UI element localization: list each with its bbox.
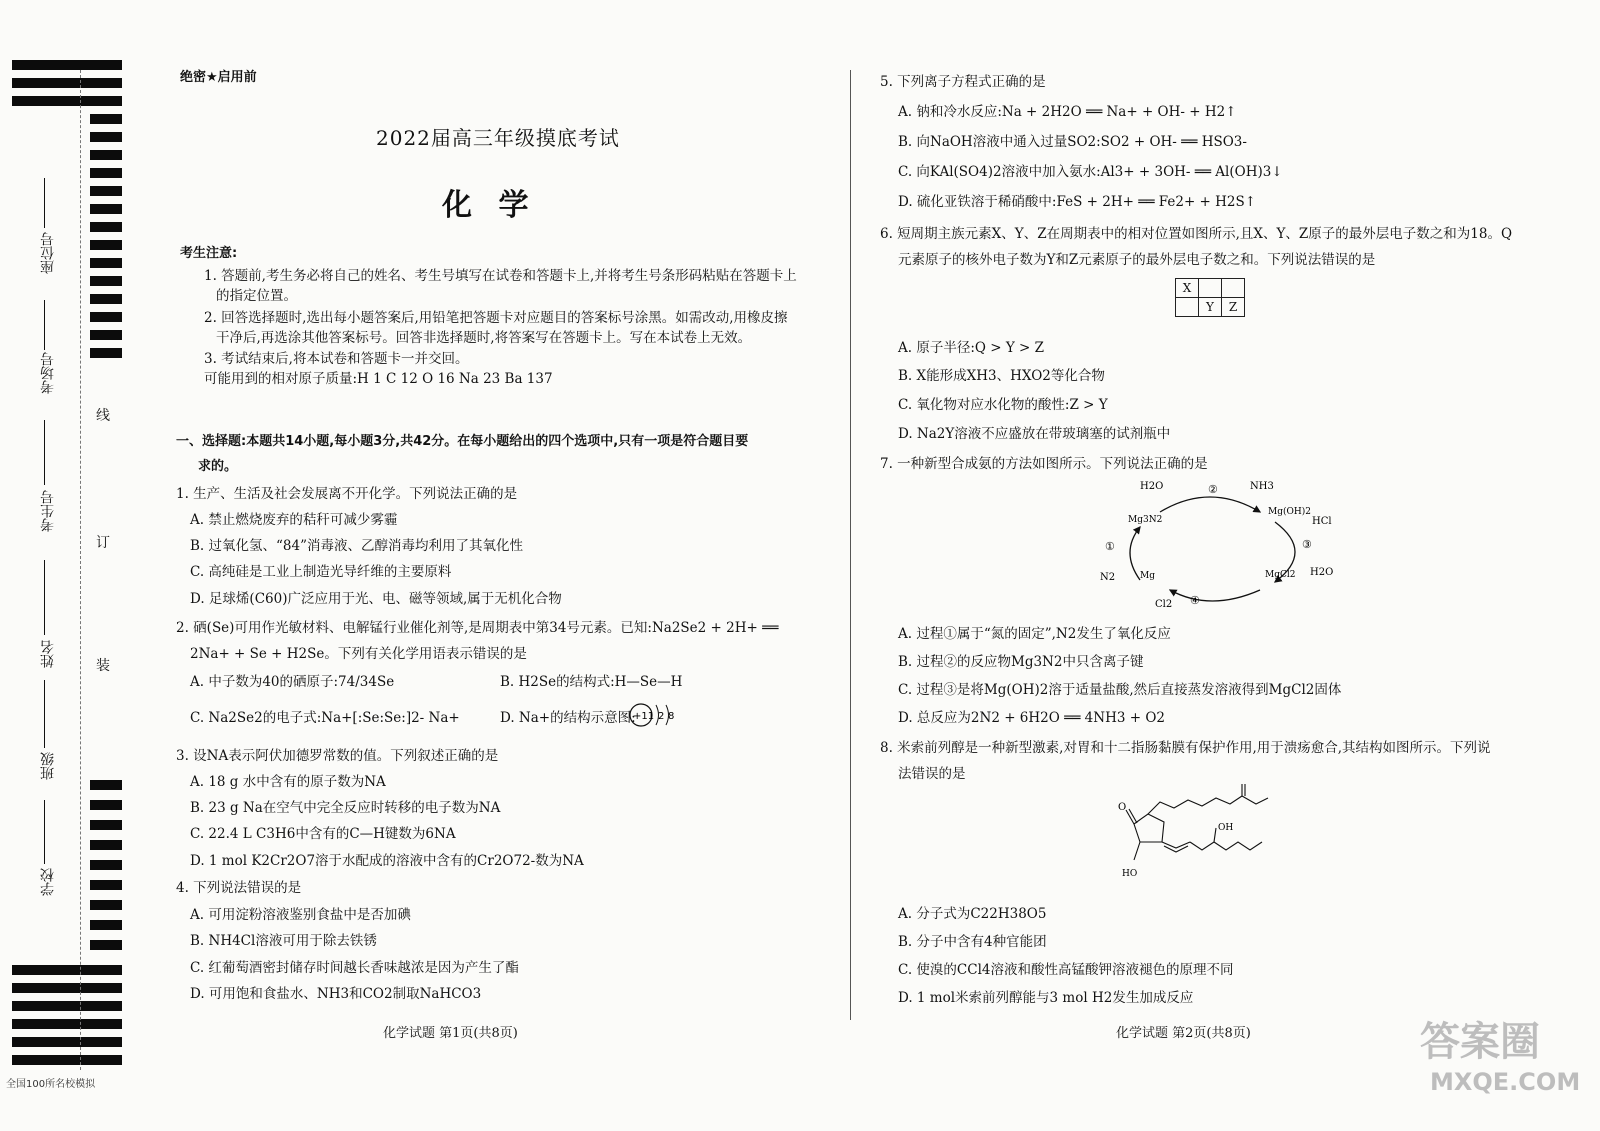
strip-bar bbox=[90, 222, 122, 232]
secret-label: 绝密★启用前 bbox=[180, 70, 257, 85]
q1-stem: 1. 生产、生活及社会发展离不开化学。下列说法正确的是 bbox=[176, 486, 518, 502]
strip-bar bbox=[90, 258, 122, 268]
binding-mark-line: 线 bbox=[96, 408, 110, 424]
q2-stem-line2: 2Na+ + Se + H2Se。下列有关化学用语表示错误的是 bbox=[190, 646, 527, 662]
q2-option-a: A. 中子数为40的硒原子:74/34Se bbox=[190, 674, 395, 690]
ketone-o-label: O bbox=[1118, 802, 1127, 813]
q7-option-d: D. 总反应为2N2 + 6H2O ══ 4NH3 + O2 bbox=[898, 710, 1165, 726]
strip-bar bbox=[12, 983, 122, 993]
page2-footer: 化学试题 第2页(共8页) bbox=[1116, 1026, 1251, 1041]
q8-stem-line2: 法错误的是 bbox=[898, 766, 966, 782]
q7-stem: 7. 一种新型合成氨的方法如图所示。下列说法正确的是 bbox=[880, 456, 1208, 472]
q5-option-d: D. 硫化亚铁溶于稀硝酸中:FeS + 2H+ ══ Fe2+ + H2S↑ bbox=[898, 194, 1257, 210]
binding-mark-order: 订 bbox=[96, 535, 110, 551]
student-number-field[interactable] bbox=[44, 420, 45, 485]
svg-text:2: 2 bbox=[658, 711, 665, 722]
q2-stem-line1: 2. 硒(Se)可用作光敏材料、电解锰行业催化剂等,是周期表中第34号元素。已知:Na2Se2 + 2H+ ══ bbox=[176, 620, 779, 636]
section-heading-cont: 求的。 bbox=[198, 459, 238, 474]
exam-room-field[interactable] bbox=[44, 300, 45, 350]
hydroxyl-label: OH bbox=[1218, 823, 1234, 833]
q6-stem-line1: 6. 短周期主族元素X、Y、Z在周期表中的相对位置如图所示,且X、Y、Z原子的最外层电子数之和为18。Q bbox=[880, 226, 1513, 242]
grid-cell-z: Z bbox=[1222, 298, 1245, 317]
svg-text:8: 8 bbox=[668, 711, 675, 722]
binding-mark-bind: 装 bbox=[96, 658, 110, 674]
school-label: 学校 bbox=[40, 868, 56, 896]
note-line: 2. 回答选择题时,选出每小题答案后,用铅笔把答题卡对应题目的答案标号涂黑。如需改动,用橡皮擦 bbox=[204, 310, 788, 326]
strip-bar bbox=[90, 920, 122, 930]
school-field[interactable] bbox=[44, 800, 45, 864]
q3-option-c: C. 22.4 L C3H6中含有的C—H键数为6NA bbox=[190, 826, 456, 842]
name-label: 姓名 bbox=[40, 640, 56, 668]
binding-strip bbox=[0, 0, 125, 1131]
q8-option-c: C. 使溴的CCl4溶液和酸性高锰酸钾溶液褪色的原理不同 bbox=[898, 962, 1234, 978]
nh3-label: NH3 bbox=[1250, 481, 1274, 492]
strip-bar bbox=[90, 204, 122, 214]
strip-bar bbox=[90, 186, 122, 196]
strip-bar bbox=[90, 330, 122, 340]
step4-label: ④ bbox=[1190, 594, 1200, 607]
q5-option-a: A. 钠和冷水反应:Na + 2H2O ══ Na+ + OH- + H2↑ bbox=[898, 104, 1237, 120]
na-ion-structure-diagram bbox=[628, 700, 678, 730]
strip-bar bbox=[90, 940, 122, 950]
strip-bar bbox=[90, 800, 122, 810]
q4-stem: 4. 下列说法错误的是 bbox=[176, 880, 302, 896]
q7-option-b: B. 过程②的反应物Mg3N2中只含离子键 bbox=[898, 654, 1144, 670]
grid-cell-y: Y bbox=[1199, 298, 1222, 317]
strip-bar bbox=[12, 965, 122, 975]
q2-option-d: D. Na+的结构示意图: bbox=[500, 710, 636, 726]
note-line: 3. 考试结束后,将本试卷和答题卡一并交回。 bbox=[204, 351, 469, 367]
q6-stem-line2: 元素原子的核外电子数为Y和Z元素原子的最外层电子数之和。下列说法错误的是 bbox=[898, 252, 1376, 268]
strip-bar bbox=[90, 820, 122, 830]
watermark-url: MXQE.COM bbox=[1430, 1068, 1581, 1096]
grid-cell-x: X bbox=[1176, 279, 1199, 298]
q6-option-a: A. 原子半径:Q > Y > Z bbox=[898, 340, 1045, 356]
note-line: 的指定位置。 bbox=[216, 288, 297, 304]
watermark-logo: 答案圈 bbox=[1420, 1019, 1540, 1065]
cl2-label: Cl2 bbox=[1155, 599, 1173, 610]
mg3n2-label: Mg3N2 bbox=[1128, 515, 1163, 525]
h2o-top-label: H2O bbox=[1140, 481, 1164, 492]
exam-title: 2022届高三年级摸底考试 bbox=[376, 126, 620, 150]
strip-bar bbox=[90, 348, 122, 358]
class-field[interactable] bbox=[44, 680, 45, 748]
binding-bottom-note: 全国100所名校模拟 bbox=[6, 1079, 96, 1090]
q8-option-a: A. 分子式为C22H38O5 bbox=[898, 906, 1047, 922]
strip-bar bbox=[12, 1019, 122, 1029]
q2-option-c: C. Na2Se2的电子式:Na+[:Se:Se:]2- Na+ bbox=[190, 710, 460, 726]
step2-label: ② bbox=[1208, 483, 1218, 496]
mgcl2-label: MgCl2 bbox=[1265, 570, 1296, 580]
q1-option-c: C. 高纯硅是工业上制造光导纤维的主要原料 bbox=[190, 564, 452, 580]
strip-bar bbox=[12, 78, 122, 88]
strip-bar bbox=[90, 900, 122, 910]
page1-footer: 化学试题 第1页(共8页) bbox=[383, 1026, 518, 1041]
q6-option-c: C. 氧化物对应水化物的酸性:Z > Y bbox=[898, 397, 1108, 413]
q8-option-d: D. 1 mol米索前列醇能与3 mol H2发生加成反应 bbox=[898, 990, 1194, 1006]
q3-option-a: A. 18 g 水中含有的原子数为NA bbox=[190, 774, 386, 790]
q5-option-b: B. 向NaOH溶液中通入过量SO2:SO2 + OH- ══ HSO3- bbox=[898, 134, 1247, 150]
exam-room-label: 考场号 bbox=[40, 352, 56, 394]
q1-option-b: B. 过氧化氢、“84”消毒液、乙醇消毒均利用了其氧化性 bbox=[190, 538, 523, 554]
strip-bar bbox=[12, 1055, 122, 1065]
q1-option-a: A. 禁止燃烧废弃的秸秆可减少雾霾 bbox=[190, 512, 398, 528]
q4-option-d: D. 可用饱和食盐水、NH3和CO2制取NaHCO3 bbox=[190, 986, 482, 1002]
q3-stem: 3. 设NA表示阿伏加德罗常数的值。下列叙述正确的是 bbox=[176, 748, 499, 764]
strip-bar bbox=[90, 114, 122, 124]
q3-option-b: B. 23 g Na在空气中完全反应时转移的电子数为NA bbox=[190, 800, 501, 816]
strip-bar bbox=[90, 860, 122, 870]
step1-label: ① bbox=[1105, 540, 1115, 553]
strip-bar bbox=[90, 312, 122, 322]
ammonia-cycle-diagram bbox=[1100, 472, 1340, 622]
strip-bar bbox=[12, 60, 122, 70]
note-line: 1. 答题前,考生务必将自己的姓名、考生号填写在试卷和答题卡上,并将考生号条形码粘贴在答题卡上 bbox=[204, 268, 797, 284]
misoprostol-structure bbox=[1118, 780, 1318, 900]
seat-number-label: 座位号 bbox=[40, 232, 56, 274]
strip-bar bbox=[90, 880, 122, 890]
q1-option-d: D. 足球烯(C60)广泛应用于光、电、磁等领域,属于无机化合物 bbox=[190, 591, 562, 607]
q8-stem-line1: 8. 米索前列醇是一种新型激素,对胃和十二指肠黏膜有保护作用,用于溃疡愈合,其结构如图所示。下列说 bbox=[880, 740, 1491, 756]
q8-option-b: B. 分子中含有4种官能团 bbox=[898, 934, 1047, 950]
q5-option-c: C. 向KAl(SO4)2溶液中加入氨水:Al3+ + 3OH- ══ Al(OH)3↓ bbox=[898, 164, 1283, 180]
step3-label: ③ bbox=[1302, 538, 1312, 551]
q4-option-b: B. NH4Cl溶液可用于除去铁锈 bbox=[190, 933, 377, 949]
notes-heading: 考生注意: bbox=[180, 246, 238, 261]
seat-number-field[interactable] bbox=[44, 178, 45, 228]
strip-bar bbox=[90, 132, 122, 142]
strip-bar bbox=[90, 294, 122, 304]
mgoh2-label: Mg(OH)2 bbox=[1268, 507, 1311, 517]
page-divider bbox=[850, 70, 851, 1020]
periodic-position-table bbox=[1175, 278, 1245, 317]
q4-option-c: C. 红葡萄酒密封储存时间越长香味越浓是因为产生了酯 bbox=[190, 960, 519, 976]
strip-bar bbox=[90, 840, 122, 850]
note-line: 干净后,再选涂其他答案标号。回答非选择题时,将答案写在答题卡上。写在本试卷上无效。 bbox=[216, 330, 752, 346]
atomic-mass-line: 可能用到的相对原子质量:H 1 C 12 O 16 Na 23 Ba 137 bbox=[204, 371, 553, 387]
n2-label: N2 bbox=[1100, 572, 1116, 583]
ring-hydroxyl-label: HO bbox=[1122, 869, 1138, 879]
q7-option-a: A. 过程①属于“氮的固定”,N2发生了氧化反应 bbox=[898, 626, 1171, 642]
strip-bar bbox=[90, 276, 122, 286]
strip-bar bbox=[90, 168, 122, 178]
name-field[interactable] bbox=[44, 560, 45, 635]
class-label: 班级 bbox=[40, 752, 56, 780]
q6-option-d: D. Na2Y溶液不应盛放在带玻璃塞的试剂瓶中 bbox=[898, 426, 1171, 442]
strip-bar bbox=[12, 96, 122, 106]
strip-bar bbox=[12, 1001, 122, 1011]
q6-option-b: B. X能形成XH3、HXO2等化合物 bbox=[898, 368, 1105, 384]
student-number-label: 考生号 bbox=[40, 490, 56, 532]
q2-option-b: B. H2Se的结构式:H—Se—H bbox=[500, 674, 683, 690]
strip-bar bbox=[90, 240, 122, 250]
strip-bar bbox=[90, 780, 122, 790]
svg-text:+11: +11 bbox=[633, 711, 655, 722]
strip-bar bbox=[90, 150, 122, 160]
subject-title: 化 学 bbox=[442, 188, 537, 223]
mg-label: Mg bbox=[1140, 571, 1155, 581]
hcl-label: HCl bbox=[1312, 516, 1332, 527]
binding-line bbox=[80, 70, 81, 1070]
h2o-right-label: H2O bbox=[1310, 567, 1334, 578]
strip-bar bbox=[12, 1037, 122, 1047]
q3-option-d: D. 1 mol K2Cr2O7溶于水配成的溶液中含有的Cr2O72-数为NA bbox=[190, 853, 584, 869]
grid-cell-empty bbox=[1222, 279, 1245, 298]
grid-cell-empty bbox=[1176, 298, 1199, 317]
q5-stem: 5. 下列离子方程式正确的是 bbox=[880, 74, 1046, 90]
q7-option-c: C. 过程③是将Mg(OH)2溶于适量盐酸,然后直接蒸发溶液得到MgCl2固体 bbox=[898, 682, 1342, 698]
section-heading: 一、选择题:本题共14小题,每小题3分,共42分。在每小题给出的四个选项中,只有一项是符合题目要 bbox=[176, 434, 749, 449]
q4-option-a: A. 可用淀粉溶液鉴别食盐中是否加碘 bbox=[190, 907, 411, 923]
grid-cell-empty bbox=[1199, 279, 1222, 298]
